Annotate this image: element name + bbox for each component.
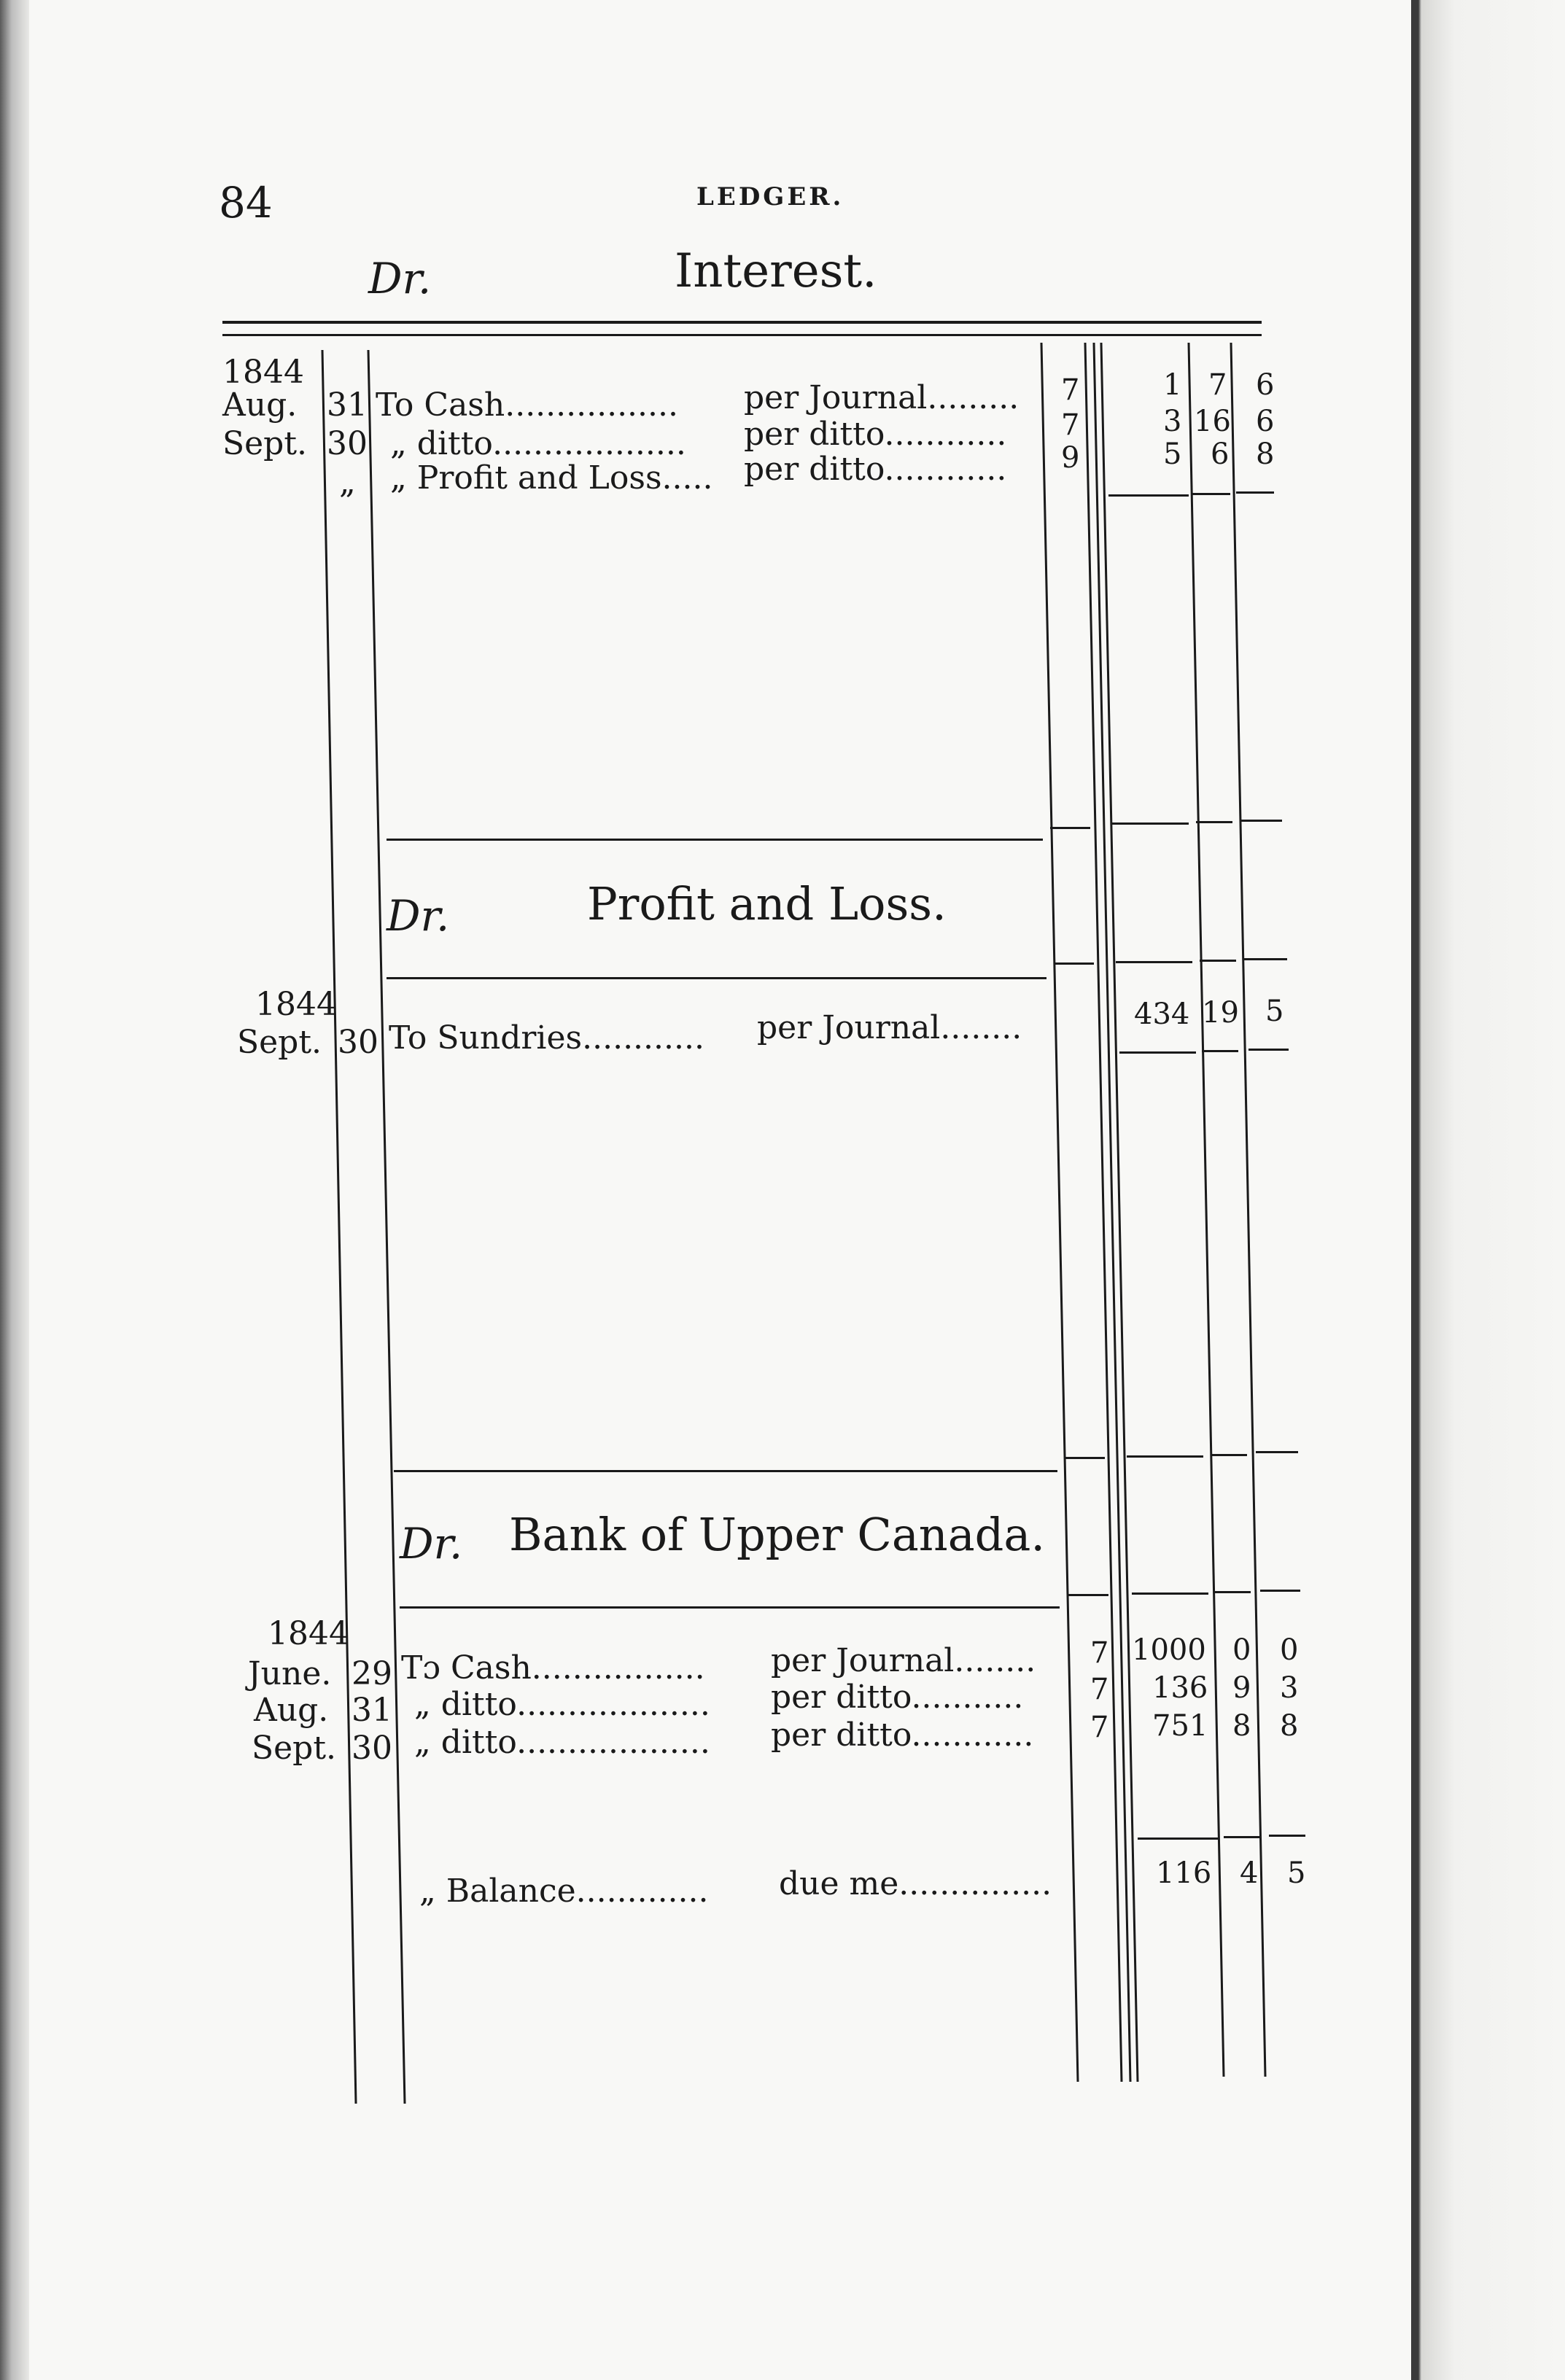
- row-month: June.: [248, 1655, 332, 1692]
- row-shillings: 8: [1232, 1709, 1251, 1743]
- row-pounds: 136: [1152, 1671, 1208, 1705]
- row-pounds: 434: [1134, 998, 1190, 1031]
- row-day: 30: [352, 1730, 392, 1767]
- row-folio: 7: [1090, 1673, 1109, 1706]
- row-day: 30: [327, 425, 368, 462]
- balance-ref: due me...............: [779, 1865, 1052, 1902]
- row-shillings: 6: [1211, 438, 1230, 471]
- row-month: Sept.: [252, 1730, 337, 1767]
- row-particulars: „ ditto...................: [390, 425, 686, 462]
- row-pence: 0: [1280, 1633, 1299, 1667]
- account-side-label: Dr.: [400, 1519, 463, 1568]
- row-day: 30: [338, 1024, 378, 1061]
- row-ref: per ditto...........: [771, 1679, 1024, 1716]
- running-head: LEDGER.: [696, 182, 844, 211]
- balance-pence: 5: [1287, 1856, 1306, 1890]
- row-ref: per Journal.........: [744, 379, 1020, 416]
- date-column-rule: [322, 350, 356, 2104]
- page-number: 84: [219, 178, 273, 228]
- account-title-bank-of-upper-canada: Bank of Upper Canada.: [509, 1508, 1046, 1561]
- row-ref: per ditto............: [771, 1716, 1034, 1754]
- row-month: Aug.: [222, 386, 298, 424]
- balance-shillings: 4: [1240, 1856, 1259, 1890]
- account-side-label: Dr.: [387, 891, 450, 941]
- balance-particulars: „ Balance.............: [419, 1872, 709, 1910]
- row-pounds: 1000: [1132, 1633, 1206, 1667]
- row-particulars: To Sundries............: [389, 1019, 704, 1057]
- row-day: 29: [352, 1655, 392, 1692]
- row-day: „: [339, 464, 356, 501]
- row-ref: per ditto............: [744, 416, 1007, 453]
- row-month: Sept.: [237, 1024, 322, 1061]
- row-pounds: 5: [1163, 438, 1182, 471]
- day-column-rule: [368, 350, 405, 2104]
- year-label: 1844: [222, 354, 304, 391]
- balance-pounds: 116: [1156, 1856, 1212, 1890]
- row-shillings: 0: [1232, 1633, 1251, 1667]
- row-particulars: Tɔ Cash.................: [401, 1649, 705, 1687]
- row-month: Sept.: [222, 425, 308, 462]
- account-title-interest: Interest.: [675, 244, 877, 298]
- pence-column-rule: [1231, 343, 1265, 2077]
- row-folio: 7: [1090, 1711, 1109, 1744]
- shillings-column-rule: [1189, 343, 1224, 2077]
- row-month: Aug.: [254, 1692, 329, 1729]
- particulars-column-rule: [1041, 343, 1078, 2082]
- row-pence: 8: [1256, 438, 1275, 471]
- row-particulars: „ ditto...................: [414, 1686, 710, 1723]
- row-ref: per Journal........: [757, 1009, 1022, 1046]
- row-pence: 3: [1280, 1671, 1299, 1705]
- row-folio: 7: [1061, 373, 1080, 407]
- row-particulars: „ Profit and Loss.....: [390, 459, 713, 497]
- row-pounds: 1: [1163, 368, 1182, 402]
- folio-column-rule-b: [1094, 343, 1130, 2082]
- row-shillings: 19: [1202, 996, 1239, 1030]
- pounds-column-rule: [1101, 343, 1138, 2082]
- row-pence: 5: [1265, 995, 1284, 1028]
- folio-column-rule-a: [1085, 343, 1122, 2082]
- row-day: 31: [352, 1692, 392, 1729]
- row-folio: 9: [1061, 441, 1080, 475]
- row-pounds: 751: [1152, 1709, 1208, 1743]
- row-particulars: „ ditto...................: [414, 1724, 710, 1761]
- row-shillings: 7: [1208, 368, 1227, 402]
- row-pence: 8: [1280, 1709, 1299, 1743]
- row-ref: per Journal........: [771, 1642, 1036, 1679]
- row-folio: 7: [1090, 1636, 1109, 1670]
- row-shillings: 9: [1232, 1671, 1251, 1705]
- row-shillings: 16: [1194, 405, 1231, 438]
- row-day: 31: [327, 386, 368, 424]
- account-title-profit-and-loss: Profit and Loss.: [587, 877, 947, 930]
- row-pence: 6: [1256, 368, 1275, 402]
- row-pounds: 3: [1163, 405, 1182, 438]
- year-label: 1844: [268, 1615, 349, 1652]
- row-ref: per ditto............: [744, 451, 1007, 488]
- row-folio: 7: [1061, 408, 1080, 442]
- row-particulars: To Cash.................: [376, 386, 678, 424]
- account-side-label: Dr.: [368, 254, 432, 303]
- year-label: 1844: [255, 986, 337, 1023]
- row-pence: 6: [1256, 405, 1275, 438]
